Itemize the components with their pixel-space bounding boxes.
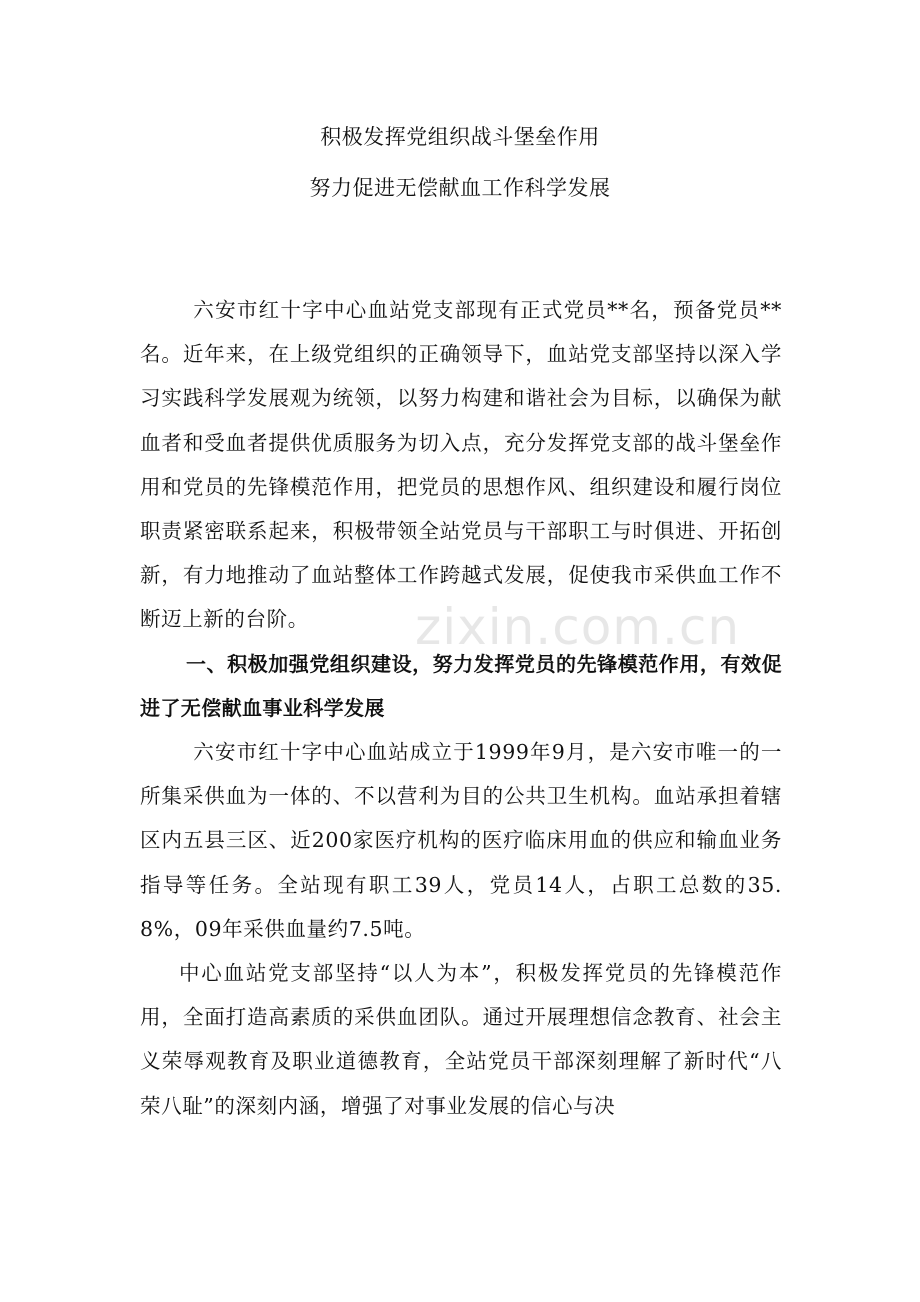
document-body [140, 288, 782, 1128]
document-title-line-1: 积极发挥党组织战斗堡垒作用 [320, 125, 600, 149]
section-heading-1: 一、积极加强党组织建设，努力发挥党员的先锋模范作用，有效促进了无偿献血事业科学发展 [140, 651, 782, 720]
paragraph-station-overview: 六安市红十字中心血站成立于1999年9月，是六安市唯一的一所集采供血为一体的、不以营利为目的公共卫生机构。血站承担着辖区内五县三区、近200家医疗机构的医疗临床用血的供应和输血业务指导等任务。全站现有职工39人，党员14人，占职工总数的35.8%，09年采供血量约7.5吨。 [140, 740, 782, 941]
watermark-logo: zixin.com.cn [415, 598, 741, 656]
document-title-line-2: 努力促进无偿献血工作科学发展 [309, 176, 611, 200]
paragraph-party-branch: 中心血站党支部坚持“以人为本”，积极发挥党员的先锋模范作用，全面打造高素质的采供血团队。通过开展理想信念教育、社会主义荣辱观教育及职业道德教育，全站党员干部深刻理解了新时代“八荣八耻”的深刻内涵，增强了对事业发展的信心与决 [140, 961, 782, 1118]
paragraph-intro: 六安市红十字中心血站党支部现有正式党员**名，预备党员**名。近年来，在上级党组织的正确领导下，血站党支部坚持以深入学习实践科学发展观为统领，以努力构建和谐社会为目标，以确保为献血者和受血者提供优质服务为切入点，充分发挥党支部的战斗堡垒作用和党员的先锋模范作用，把党员的思想作风、组织建设和履行岗位职责紧密联系起来，积极带领全站党员与干部职工与时俱进、开拓创新，有力地推动了血站整体工作跨越式发展，促使我市采供血工作不断迈上新的台阶。 [140, 298, 782, 632]
